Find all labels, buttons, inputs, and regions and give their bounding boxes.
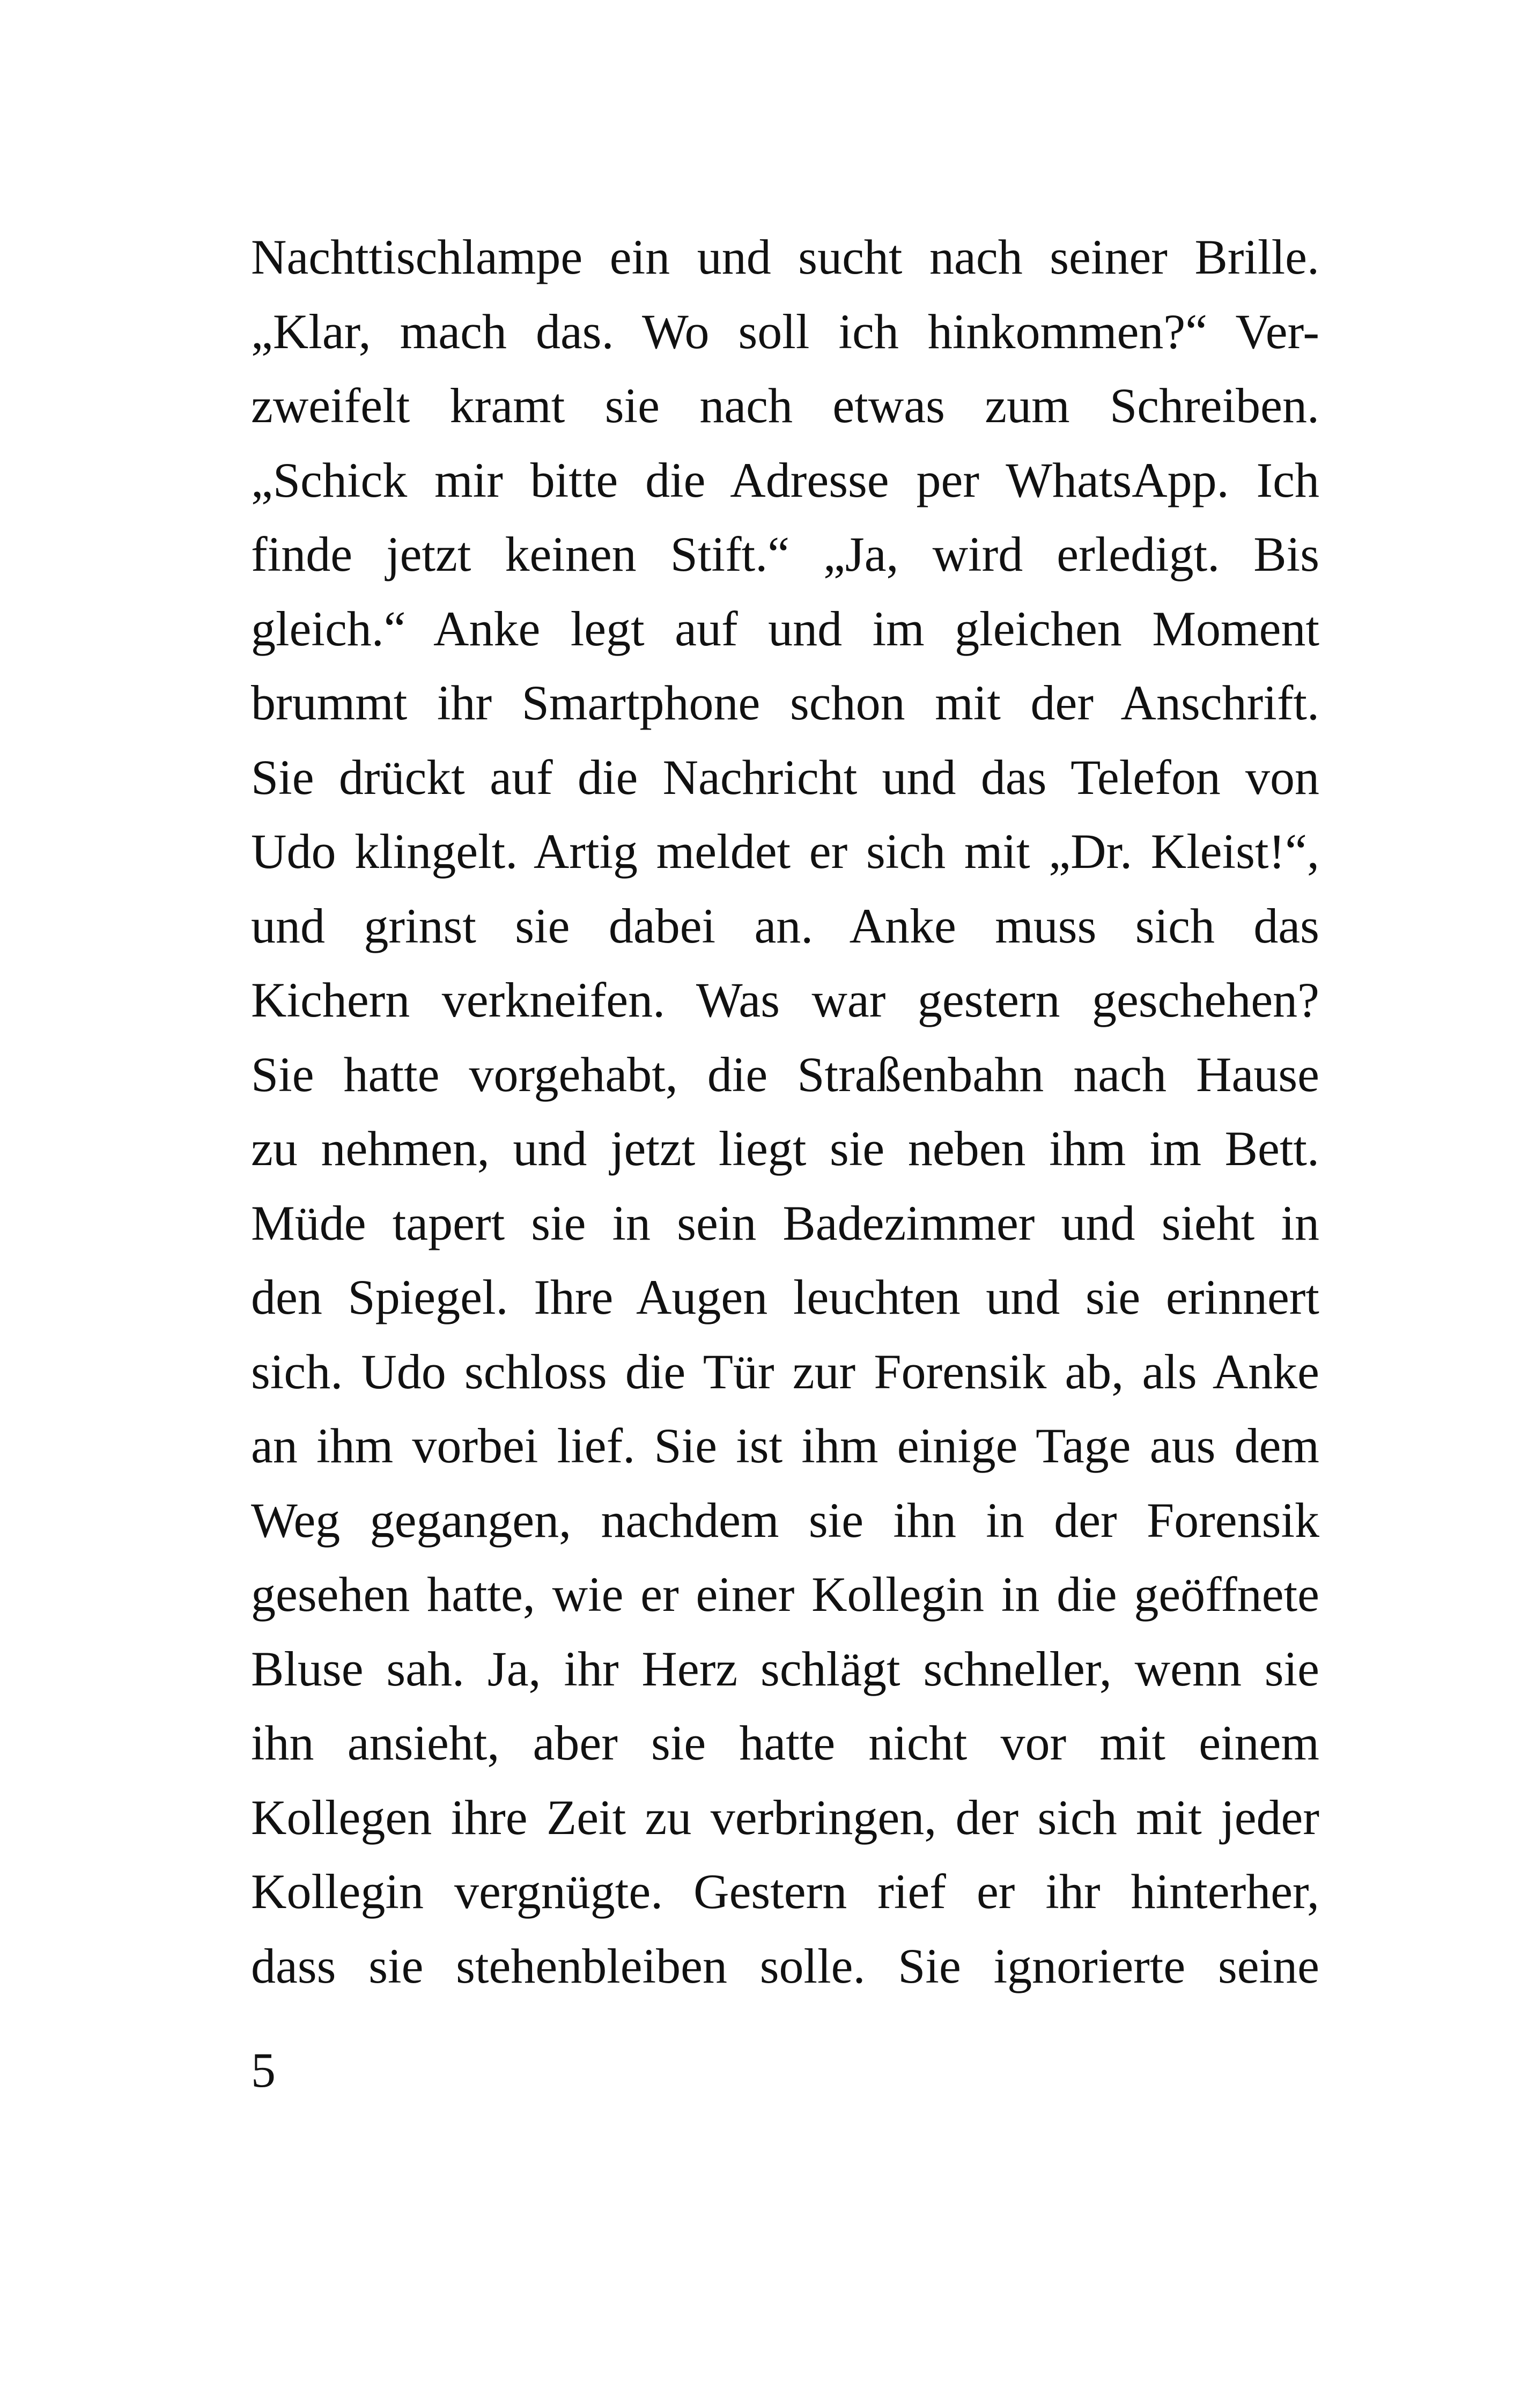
text-line: brummt ihr Smartphone schon mit der Anschrift. bbox=[251, 675, 1319, 730]
text-line: Kichern verkneifen. Was war gestern geschehen? bbox=[251, 973, 1319, 1027]
text-line: Sie hatte vorgehabt, die Straßenbahn nach Hause bbox=[251, 1047, 1319, 1102]
text-line: Sie drückt auf die Nachricht und das Telefon von bbox=[251, 749, 1319, 805]
text-line: und grinst sie dabei an. Anke muss sich das bbox=[251, 898, 1319, 953]
text-line: zu nehmen, und jetzt liegt sie neben ihm im Bett. bbox=[251, 1121, 1319, 1176]
text-line: Nachttischlampe ein und sucht nach seiner Brille. bbox=[251, 230, 1319, 284]
text-line: Udo klingelt. Artig meldet er sich mit „Dr. Kleist!“, bbox=[251, 824, 1319, 879]
page-number: 5 bbox=[251, 2043, 276, 2097]
text-line: Kollegin vergnügte. Gestern rief er ihr hinterher, bbox=[251, 1864, 1319, 1919]
text-line: gesehen hatte, wie er einer Kollegin in die geöffnete bbox=[251, 1567, 1319, 1622]
text-line: Kollegen ihre Zeit zu verbringen, der sich mit jeder bbox=[251, 1790, 1319, 1845]
text-line: dass sie stehenbleiben solle. Sie ignorierte seine bbox=[251, 1938, 1319, 1993]
text-line: zweifelt kramt sie nach etwas zum Schreiben. bbox=[251, 378, 1319, 433]
text-line: „Klar, mach das. Wo soll ich hinkommen?“ Ver- bbox=[251, 304, 1319, 359]
text-line: Müde tapert sie in sein Badezimmer und sieht in bbox=[251, 1195, 1319, 1250]
text-line: an ihm vorbei lief. Sie ist ihm einige Tage aus dem bbox=[251, 1418, 1319, 1473]
text-line: finde jetzt keinen Stift.“ „Ja, wird erledigt. Bis bbox=[251, 527, 1319, 581]
text-line: „Schick mir bitte die Adresse per WhatsApp. Ich bbox=[251, 452, 1319, 507]
text-line: Weg gegangen, nachdem sie ihn in der Forensik bbox=[251, 1492, 1319, 1548]
body-text bbox=[251, 220, 1319, 2003]
text-line: Bluse sah. Ja, ihr Herz schlägt schneller, wenn sie bbox=[251, 1641, 1319, 1696]
text-line: den Spiegel. Ihre Augen leuchten und sie erinnert bbox=[251, 1270, 1319, 1324]
text-line: sich. Udo schloss die Tür zur Forensik ab, als Anke bbox=[251, 1344, 1319, 1399]
text-line: ihn ansieht, aber sie hatte nicht vor mit einem bbox=[251, 1715, 1319, 1770]
text-line: gleich.“ Anke legt auf und im gleichen Moment bbox=[251, 601, 1319, 656]
